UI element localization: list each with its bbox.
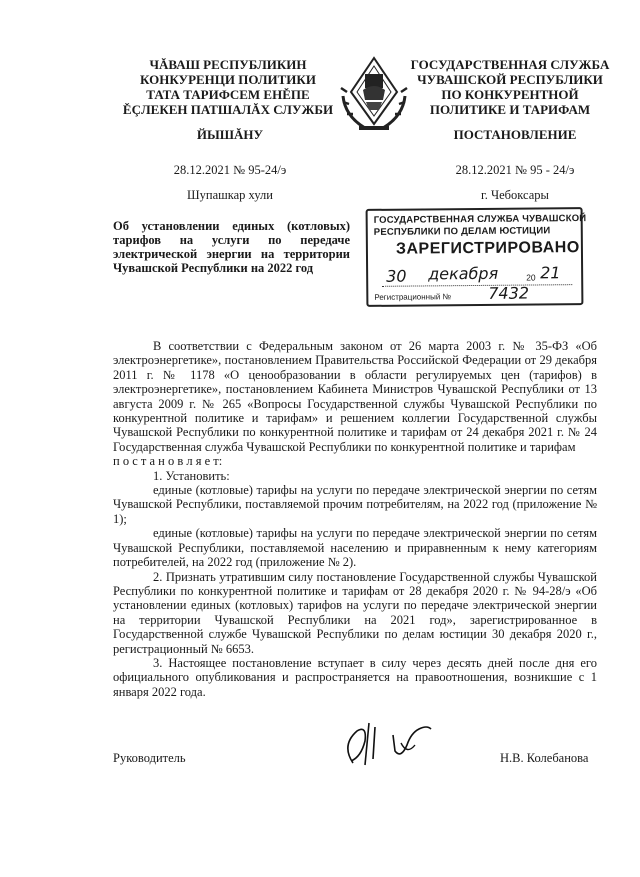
preamble-paragraph: В соответствии с Федеральным законом от 26 марта 2003 г. № 35-ФЗ «Об электроэнергетике», постановлением Правительства Российской Федерации от 29 декабря 2011 г. № 1178 «О ценообразовании в области регулируемых цен (тарифов) в электроэнергетике», постановлением Кабинета Министров Чувашской Республики от 13 августа 2009 г. № 265 «Вопросы Государственной службы Чувашской Республики по конкурентной политике и тарифам» и решением коллегии Государственной службы Чувашской Республики по конкурентной политике и тарифам от 24 декабря 2021 г. № 24 Государственная служба Чувашской Республики по конкурентной политике и тарифам (113, 339, 597, 454)
stamp-year-suffix: 21 (540, 263, 561, 283)
header-left-line: ТАТА ТАРИФСЕМ ЕНĚПЕ (146, 87, 310, 102)
item-1b: единые (котловые) тарифы на услуги по передаче электрической энергии по сетям Чувашской Республики, поставляемой населению и приравненным к нему категориям потребителей, на 2022 год (приложение № 2). (113, 526, 597, 570)
stamp-date-underline (382, 284, 572, 287)
stamp-day: 30 (386, 266, 407, 286)
signature (335, 715, 445, 775)
title-line: Об установлении единых (котловых) (113, 219, 350, 233)
title-line: электрической энергии на территории (113, 247, 350, 261)
document-title (113, 219, 350, 275)
item-2: 2. Признать утратившим силу постановление Государственной службы Чувашской Республики по конкурентной политике и тарифам от 28 декабря 2020 г. № 94-28/э «Об установлении единых (котловых) тарифов на услуги по передаче электрической энергии на территории Чувашской Республики на 2021 год», зарегистрированное в Государственной службе Чувашской Республики по делам юстиции 30 декабря 2020 г., регистрационный № 6653. (113, 569, 597, 656)
chuvash-republic-emblem-icon (335, 52, 413, 134)
header-right (410, 57, 610, 117)
header-left-line: ЧĂВАШ РЕСПУБЛИКИН (149, 57, 307, 72)
document-body (113, 339, 597, 699)
doc-type-russian: ПОСТАНОВЛЕНИЕ (453, 127, 577, 142)
header-left (113, 57, 343, 117)
stamp-reg-label: Регистрационный № (374, 292, 452, 302)
stamp-month: декабря (428, 263, 499, 284)
signatory-position: Руководитель (113, 751, 186, 765)
stamp-year-prefix: 20 (526, 272, 536, 283)
header-right-line: ГОСУДАРСТВЕННАЯ СЛУЖБА (410, 57, 610, 72)
header-right-line: ПОЛИТИКЕ И ТАРИФАМ (429, 102, 591, 117)
item-1a: единые (котловые) тарифы на услуги по передаче электрической энергии по сетям Чувашской Республики, поставляемой прочим потребителям, на 2022 год (приложение № 1); (113, 483, 597, 526)
city-chuvash: Шупашкар хули (187, 188, 273, 202)
decree-word: п о с т а н о в л я е т: (113, 454, 223, 469)
header-right-line: ПО КОНКУРЕНТНОЙ (441, 87, 579, 102)
title-line: тарифов на услуги по передаче (113, 233, 350, 247)
signatory-name: Н.В. Колебанова (500, 751, 589, 765)
title-line: Чувашской Республики на 2022 год (113, 261, 314, 275)
registration-stamp (366, 207, 587, 307)
header-left-line: ĚÇЛЕКЕН ПАТШАЛĂХ СЛУЖБИ (122, 102, 334, 117)
date-number-russian: 28.12.2021 № 95 - 24/э (455, 163, 575, 177)
item-3: 3. Настоящее постановление вступает в силу через десять дней после дня его официального опубликования и распространяется на правоотношения, возникшие с 1 января 2022 года. (113, 655, 597, 699)
stamp-line-2: РЕСПУБЛИКИ ПО ДЕЛАМ ЮСТИЦИИ (373, 225, 551, 238)
city-russian: г. Чебоксары (481, 188, 549, 202)
item-1: 1. Установить: (153, 468, 230, 483)
header-right-line: ЧУВАШСКОЙ РЕСПУБЛИКИ (417, 72, 603, 87)
stamp-reg-number: 7432 (488, 283, 530, 303)
header-left-line: КОНКУРЕНЦИ ПОЛИТИКИ (140, 72, 316, 87)
stamp-registered: ЗАРЕГИСТРИРОВАНО (395, 239, 580, 258)
date-number-chuvash: 28.12.2021 № 95-24/э (173, 163, 287, 177)
doc-type-chuvash: ЙЫШĂНУ (196, 127, 264, 142)
stamp-line-1: ГОСУДАРСТВЕННАЯ СЛУЖБА ЧУВАШСКОЙ (373, 213, 587, 226)
